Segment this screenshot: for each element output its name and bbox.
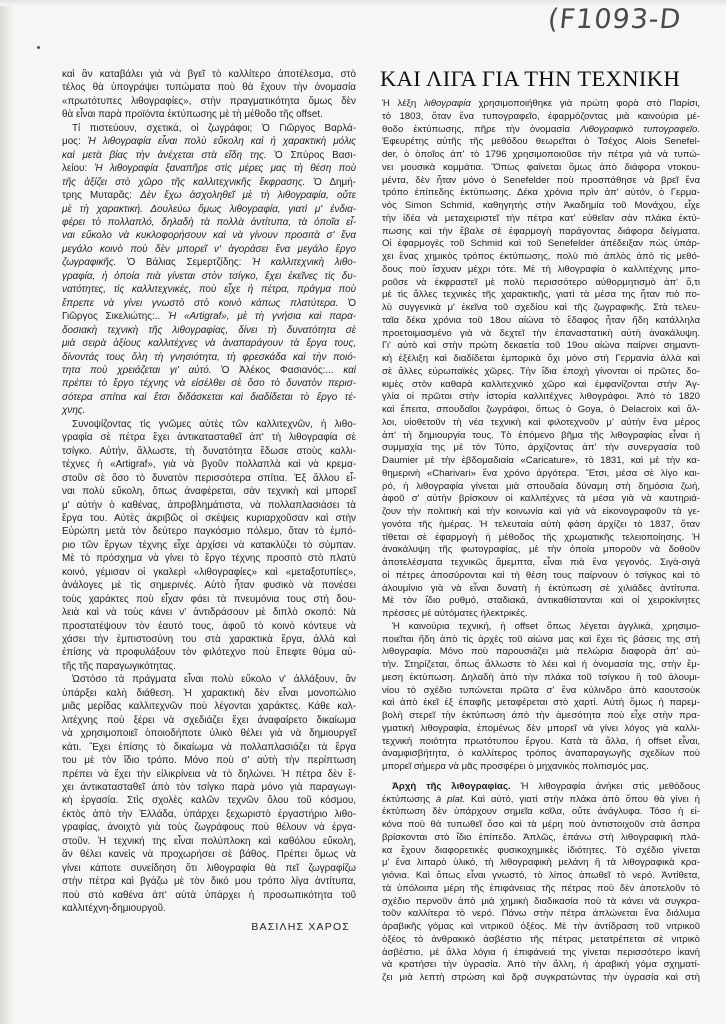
text-line xyxy=(62,431,356,444)
italic-text-run: μεγάλο κοινὸ ποὺ δὲν μπορεῖ ν' ἀγοράσει ἕνα μεγάλο ἔργο xyxy=(62,243,356,255)
text-line xyxy=(62,216,356,229)
paragraph xyxy=(62,68,356,122)
text-run: τὴν ἰδέα νὰ μεταχειριστεῖ τὴν πέτρα κατ' εὐθεῖαν σὰν πλάκα ἐκτύ- xyxy=(382,212,700,224)
text-run: Μὲ τὸ πρόσχημα νὰ γίνει τὸ ἔργο τέχνης προσιτὸ στὸ πλατὺ xyxy=(62,553,356,565)
text-line xyxy=(382,832,700,845)
text-line xyxy=(382,200,700,213)
text-run: χρησιμοποιήθηκε γιὰ πρώτη φορὰ στὸ Παρίσι, xyxy=(470,98,700,109)
text-line xyxy=(382,277,700,290)
text-line xyxy=(62,189,356,202)
text-run: Τί πιστεύουν, σχετικά, οἱ ζωγράφοι; Ὁ Γιῶργος Βαρλά- xyxy=(72,122,356,134)
text-line xyxy=(382,455,700,468)
text-run: τῆς τῆς παραγωγικότητας. xyxy=(62,660,176,672)
text-line xyxy=(382,972,700,985)
text-line xyxy=(62,418,356,431)
text-run: ἂν θέλει κανεὶς νὰ προχωρήσει σὲ βάθος. Πρέπει ὅμως νὰ xyxy=(62,849,356,861)
text-line xyxy=(382,213,700,226)
text-line xyxy=(62,162,356,175)
text-line xyxy=(382,544,700,557)
text-run: κάτι. Ἔχει ἐπίσης τὸ δικαίωμα νὰ πολλαπλασιάζει τὰ ἔργα xyxy=(62,741,356,753)
italic-text-run: Δὲν ἔχω ἀσχοληθεῖ μὲ τὴ λιθογραφία, οὔτε xyxy=(140,190,356,202)
text-line xyxy=(62,525,356,538)
text-line xyxy=(62,203,356,216)
text-run: μ' αὐτὴν ὁ καθένας, ἀπροβλημάτιστα, νὰ πολλαπλασιάσει τὰ xyxy=(62,499,356,511)
italic-text-run: τῆς ἀξίζει στὸ χῶρο τῆς καλλιτεχνικῆς ἔκφρασης. xyxy=(62,176,306,188)
text-line xyxy=(382,736,700,749)
text-run: ἐκτὸς ἀπὸ τὴν Ἑλλάδα, ὑπάρχει ξεχωριστὸ ἐργαστήριο λιθο- xyxy=(62,808,356,820)
text-run: Ὁ Βάλιας Σεμερτζίδης: xyxy=(116,257,253,269)
right-article-column xyxy=(382,98,700,985)
text-run: Οἱ ἐφαρμογὲς τοῦ Schmid καὶ τοῦ Senefelder ἀπέδειξαν πὼς ὑπάρ- xyxy=(382,238,700,250)
text-run: νὸς Simon Schmid, καθηγητὴς στὴν Ἀκαδημία τοῦ Μονάχου, εἶχε xyxy=(382,200,700,211)
text-run: καὶ ἂν καταβάλει γιὰ νὰ βγεῖ τὸ καλλίτερο ἀποτέλεσμα, στὸ xyxy=(62,69,356,80)
text-line xyxy=(62,243,356,256)
text-line xyxy=(62,566,356,579)
text-line xyxy=(382,493,700,506)
text-run: νὰ χρησιμοποιεῖ ὁποιοδήποτε ὑλικὸ θέλει γιὰ νὰ δημιουργεῖ xyxy=(62,728,356,740)
text-line xyxy=(382,806,700,819)
text-run: γραφίας, ἀνοιχτὸ γιὰ τοὺς ζωγράφους ποὺ θέλουν νὰ ἐργα- xyxy=(62,822,356,834)
text-line xyxy=(382,124,700,137)
text-line xyxy=(62,377,356,390)
text-run: ποὺ στὸ καθένα ἀπ' αὐτὰ ὑπάρχει ἡ προσωπικότητα τοῦ xyxy=(62,889,356,901)
text-line xyxy=(382,697,700,710)
text-line xyxy=(62,108,356,121)
text-run: λειὰ καὶ νὰ τοὺς κάνει ν' ἀντιδράσουν μὲ διπλὸ σκοπό: Νὰ xyxy=(62,607,356,619)
text-line xyxy=(382,583,700,596)
text-line xyxy=(382,634,700,647)
italic-text-run: λιθογραφία xyxy=(423,98,471,109)
text-run: τεχνικὴ ποιότητα πρωτότυπου ἔργου. Κατὰ τὰ ἄλλα, ἡ offset εἶναι, xyxy=(382,735,700,747)
text-line xyxy=(62,620,356,633)
text-run: χάσει τὴν ἐμπιστοσύνη του στὰ χαρακτικὰ ἔργα, ἀλλὰ καὶ xyxy=(62,634,356,646)
text-run: στοῦν. Ἡ τεχνική της εἶναι πολύπλοκη καὶ καθόλου εὔκολη, xyxy=(62,835,356,847)
text-line xyxy=(62,95,356,108)
punch-dot xyxy=(37,46,40,49)
text-run: μέντα, δὲν ἦταν μόνο ὁ Senefelder ποὺ προσπάθησε νὰ βρεῖ ἕνα xyxy=(382,174,700,186)
text-line xyxy=(62,714,356,727)
text-run: καλλιτέχνη-δημιουργοῦ. xyxy=(62,903,166,915)
text-run: ταῖα δέκα χρόνια τοῦ 18ου αἰώνα τὸ ἔδαφος ἦταν ἤδη κατάλληλα xyxy=(382,314,700,326)
text-line xyxy=(382,723,700,736)
text-line xyxy=(62,81,356,94)
text-line xyxy=(62,512,356,525)
text-run: θοδο ἐκτύπωσης, πῆρε τὴν ὀνομασία xyxy=(382,123,581,135)
text-line xyxy=(382,672,700,685)
text-line xyxy=(62,673,356,686)
text-line xyxy=(382,162,700,175)
text-line xyxy=(382,870,700,883)
italic-text-run: Ἡ λιθογραφία εἶναι πολὺ εὔκολη καὶ ἡ χαρακτικὴ μόλις xyxy=(87,136,356,148)
text-run: μ' ἕνα λιπαρὸ ὑλικό, τὴ λιθογραφικὴ μελάνη ἢ τὰ λιθογραφικὰ κρα- xyxy=(382,857,700,869)
text-run: ρό, ἡ λιθογραφία γίνεται μιὰ σπουδαία δύναμη στὴ δημόσια ζωή, xyxy=(382,480,700,492)
italic-text-run: καὶ xyxy=(343,364,356,376)
text-run: νὰ κρατήσει τὴν ὑγρασία. Ἀπὸ τὴν ἄλλη, ἡ ἀραβικὴ γόμα σχηματί- xyxy=(382,959,700,971)
text-run: του μὲ τὸν ἴδιο τρόπο. Μόνο ποὺ σ' αὐτὴ τὴν περίπτωση xyxy=(62,755,356,767)
text-run: γονότα τῆς ἡμέρας. Ἡ τελευταία αὐτὴ φάση ἀρχίζει τὸ 1837, ὅταν xyxy=(382,518,700,530)
text-line xyxy=(382,921,700,934)
text-run: νίου τὸ σχέδιο τυπώνεται πρῶτα σ' ἕνα κύλινδρο ἀπὸ καουτσοὺκ xyxy=(382,684,700,696)
text-run: γιόνια. Καὶ ὅπως εἶναι γνωστό, τὸ λίπος ἀπωθεῖ τὸ νερό. Ἀντίθετα, xyxy=(382,870,700,881)
italic-text-run: μιὰ σειρὰ ἀξίους καλλιτέχνες νὰ ἀναπαράγουν τὰ ἔργα τους, xyxy=(62,338,356,350)
text-run: τίθεται σὲ ἐφαρμογὴ ἡ μέθοδος τῆς χρωματικῆς τελειοποίησης. Ἡ xyxy=(382,531,700,543)
text-run: βρίσκονται στὸ ἴδιο ἐπίπεδο. Ἁπλῶς, ἐπάνω στὴ λιθογραφικὴ πλά- xyxy=(382,831,700,843)
text-line xyxy=(62,176,356,189)
text-line xyxy=(382,238,700,251)
text-run: καὶ ἔπειτα, σπουδαῖοι ζωγράφοι, ὅπως ὁ Goya, ὁ Delacroix καὶ ἄλ- xyxy=(382,404,700,415)
text-line xyxy=(62,256,356,269)
text-line xyxy=(382,430,700,443)
text-run: σὲ ἄλλες εὐρωπαϊκὲς χῶρες. Τὴν ἴδια ἐποχὴ γίνονται οἱ πρῶτες δο- xyxy=(382,365,700,377)
text-run: der, ὁ ὁποῖος ἀπ' τὸ 1796 χρησιμοποιοῦσε τὴν πέτρα γιὰ νὰ τυπώ- xyxy=(382,149,700,160)
text-run: στὴν πέτρα καὶ βγάζω μὲ τὸν δικό μου τρόπο λίγα ἀντίτυπα, xyxy=(62,876,356,888)
text-line xyxy=(62,902,356,915)
text-run: Ὁ Ἀλέκος Φασιανός:... xyxy=(211,364,344,376)
text-run: Ἡ λιθογραφία ἀνήκει στὶς μεθόδους xyxy=(510,780,700,792)
text-line xyxy=(62,270,356,283)
text-run: κόνα ποὺ θὰ τυπωθεῖ ὅσο καὶ τὰ μέρη ποὺ ἀντιστοιχοῦν στὰ ἄσπρα xyxy=(382,819,700,830)
text-line xyxy=(382,781,700,794)
text-run: ἀνακάλυψη τῆς φωτογραφίας, μὲ τὴν ὁποία μποροῦν νὰ δοθοῦν xyxy=(382,544,700,556)
text-line xyxy=(382,685,700,698)
paragraph xyxy=(62,122,356,418)
text-line xyxy=(382,302,700,315)
text-line xyxy=(62,458,356,471)
text-line xyxy=(382,315,700,328)
paragraph xyxy=(382,781,700,985)
text-line xyxy=(382,187,700,200)
text-run: ἀφοῦ σ' αὐτὴν βρίσκουν οἱ καλλιτέχνες τὰ μέσα γιὰ νὰ καυτηριά- xyxy=(382,493,700,505)
italic-text-run: φέρει τὸ πολλαπλό, δηλαδὴ τὰ πολλὰ ἀντίτυπα, τὰ ὁποῖα εἶ- xyxy=(62,216,356,228)
text-run: δους ποὺ ἴσχυαν μέχρι τότε. Μὲ τὴ λιθογραφία ὁ καλλιτέχνης μπο- xyxy=(382,263,700,275)
text-line xyxy=(382,532,700,545)
text-line xyxy=(62,875,356,888)
italic-text-run: δίνοντάς τους ὅλη τὴ γνησιότητα, τὴ φρεσκάδα καὶ τὴν ποιό- xyxy=(62,351,356,363)
text-line xyxy=(382,748,700,761)
text-line xyxy=(382,289,700,302)
text-run: ζουν τὴν πολιτικὴ καὶ τὴν κοινωνία καὶ γιὰ νὰ εἰκονογραφοῦν τὰ γε- xyxy=(382,506,700,517)
text-line xyxy=(382,136,700,149)
text-line xyxy=(382,404,700,417)
text-run: κιμὲς στὸν καθαρὰ καλλιτεχνικὸ χῶρο καὶ ἐμφανίζονται στὴν Ἀγ- xyxy=(382,378,700,390)
text-line xyxy=(62,391,356,404)
text-run: ριο τῶν ἔργων τέχνης εἶχε ἀρχίσει νὰ κατακλύζει τὸ σύμπαν. xyxy=(62,539,356,551)
text-line xyxy=(62,687,356,700)
text-run: τρόπο ἐπίπεδης ἐκτύπωσης. Δέκα χρόνια πρὶν ἀπ' αὐτόν, ὁ Γερμα- xyxy=(382,187,700,199)
author-signature: ΒΑΣΙΛΗΣ ΧΑΡΟΣ xyxy=(251,921,350,933)
text-line xyxy=(62,606,356,619)
text-line xyxy=(62,324,356,337)
text-run: ἀπ' τὴ δημιουργία τους. Τὸ ἑπόμενο βῆμα τῆς λιθογραφίας εἶναι ἡ xyxy=(382,429,700,441)
text-run: Συνοψίζοντας τὶς γνῶμες αὐτὲς τῶν καλλιτεχνῶν, ἡ λιθο- xyxy=(72,418,356,430)
text-run: ἀνάλογες μὲ τὶς σημερινές. Αὐτὸ ἦταν φυσικὸ νὰ πονέσει xyxy=(62,580,356,592)
text-run: χει ἀντικατασταθεῖ ἀπὸ τὸν τσίγκο παρὰ μόνο γιὰ παραγωγι- xyxy=(62,782,356,794)
text-run: ναι πολὺ εὔκολη, ὅπως ἀναφέρεται, σὰν τεχνικὴ καὶ μπορεῖ xyxy=(62,486,356,498)
text-run: ζει μιὰ λεπτὴ στρώση καὶ δρᾷ συγκρατώντας τὴν ὑγρασία καὶ στὴ xyxy=(382,972,700,983)
text-run: γραφία σὲ πέτρα ἔχει ἀντικατασταθεῖ ἀπ' τὴ λιθογραφία σὲ xyxy=(62,432,356,444)
text-run: Ὁ Σπύρος Βασι- xyxy=(266,149,356,161)
text-line xyxy=(62,122,356,135)
text-run: πωσης καὶ τὴν ἔβαλε σὲ ἐφαρμογὴ παράγοντας διάφορα δείγματα. xyxy=(382,225,700,237)
section-heading-run: Ἀρχὴ τῆς λιθογραφίας. xyxy=(392,780,511,792)
text-line xyxy=(62,889,356,902)
text-run: τσίγκο. Αὐτήν, ἄλλωστε, τὴ δυνατότητα ἔδωσε στοὺς καλλι- xyxy=(62,445,356,457)
italic-text-run: νατότητες, τὶς καλλιτεχνικές, ποὺ εἶχε ἡ πέτρα, πράγμα ποὺ xyxy=(62,284,356,296)
text-run: τοῦν καλλίτερα τὸ νερό. Πάνω στὴν πέτρα ἁπλώνεται ἕνα διάλυμα xyxy=(382,908,700,920)
text-run: χει ἕνας χημικὸς τρόπος ἐκτύπωσης, πολὺ πιὸ ἁπλὸς ἀπὸ τὶς μεθό- xyxy=(382,251,700,262)
text-line xyxy=(62,364,356,377)
text-run: Εὐρώπη μετὰ τὸν δεύτερο παγκόσμιο πόλεμο, ὅταν τὸ ἐμπό- xyxy=(62,526,356,538)
text-line xyxy=(62,149,356,162)
text-line xyxy=(62,821,356,834)
text-run: Γι' αὐτὸ καὶ στὴν πρώτη δεκαετία τοῦ 19ου αἰώνα παίρνει σημαντι- xyxy=(382,340,700,352)
text-run: τήν. Στηρίζεται, ὅπως ἄλλωστε τὸ λέει καὶ ἡ ὀνομασία της, στὴν ἔμ- xyxy=(382,659,700,670)
text-run: λὺ συγγενικὰ μ' ἐκεῖνα τοῦ σχεδίου καὶ τῆς ζωγραφικῆς. Στὰ τελευ- xyxy=(382,302,700,313)
text-run: Καὶ αὐτό, γιατὶ στὴν πλάκα ἀπὸ ὅπου θὰ γίνει ἡ xyxy=(465,793,700,805)
text-run: ἀσβέστιο, μὲ ἄλλα λόγια ἡ ἐπιφάνειά της γίνεται περισσότερο ἱκανὴ xyxy=(382,946,700,958)
text-line xyxy=(62,297,356,310)
italic-text-run: καὶ μετὰ βίας τὴν ἀνέχεται στὰ εἴδη της. xyxy=(62,149,267,161)
text-line xyxy=(382,481,700,494)
text-line xyxy=(62,808,356,821)
text-run: κὴ ἐξέλιξη καὶ διαδίδεται ἐμπορικὰ ὄχι μόνο στὴ Γερμανία ἀλλὰ καὶ xyxy=(382,353,700,364)
text-line xyxy=(382,379,700,392)
handwritten-archive-mark: (F1093-D xyxy=(546,4,683,35)
text-line xyxy=(62,633,356,646)
text-run: ποιεῖται ἤδη ἀπὸ τὶς ἀρχὲς τοῦ αἰώνα μας καὶ ἔχει τὶς βάσεις της στὴ xyxy=(382,633,700,645)
text-line xyxy=(382,908,700,921)
text-line xyxy=(62,485,356,498)
text-run: κα ἔχουν διαφορετικὲς φυσικοχημικὲς ἰδιότητες. Τὸ σχέδιο γίνεται xyxy=(382,844,700,856)
text-run: Ἡ καινούρια τεχνική, ἡ offset ὅπως λέγεται ἀγγλικά, χρησιμο- xyxy=(392,620,700,632)
italic-text-run: δοσιακὴ τεχνικὴ τῆς λιθογραφίας, δίνει τὴ δυνατότητα σὲ xyxy=(62,324,356,336)
text-run: προετοιμασμένο γιὰ νὰ δεχτεῖ τὴν ἐπαναστατικὴ αὐτὴ ἀνακάλυψη. xyxy=(382,327,700,339)
text-line xyxy=(382,506,700,519)
text-line xyxy=(62,310,356,323)
text-line xyxy=(62,229,356,242)
text-line xyxy=(62,552,356,565)
text-line xyxy=(382,947,700,960)
text-line xyxy=(382,328,700,341)
text-run: θὰ εἶναι παρὰ προϊόντα ἐκτύπωσης μὲ τὴ μέθοδο τῆς offset. xyxy=(62,109,323,121)
text-line xyxy=(382,646,700,659)
text-line xyxy=(62,794,356,807)
text-line xyxy=(62,754,356,767)
text-run: συμμαχία της μὲ τὸν Τύπο, ἀρχίζοντας ἀπ' τὴν συνεργασία τοῦ xyxy=(382,442,700,454)
text-run: μεση ἐκτύπωση. Δηλαδὴ ἀπὸ τὴν πλάκα τοῦ τσίγκου ἢ τοῦ ἀλουμι- xyxy=(382,671,700,683)
text-run: νει μουσικὰ κομμάτια. Ὅπως φαίνεται ὅμως ἀπὸ διάφορα ντοκου- xyxy=(382,161,700,173)
text-run: Μὲ τὸν ἴδιο ρυθμό, σταδιακά, ἀντικαθίστανται καὶ οἱ χειροκίνητες xyxy=(382,595,700,607)
text-line xyxy=(382,896,700,909)
text-line xyxy=(382,417,700,430)
text-line xyxy=(62,848,356,861)
text-line xyxy=(382,608,700,621)
text-run: καὶ ἀπὸ ἐκεῖ ἐξ ἐπαφῆς μεταφέρεται στὸ χαρτί. Αὐτὴ ὅμως ἡ παρεμ- xyxy=(382,697,700,709)
text-run: θημερινὴ «Charivari» ἕνα χρόνο ἀργότερα. Ἔτσι, μέσα σὲ λίγο και- xyxy=(382,467,700,479)
text-line xyxy=(382,659,700,672)
italic-text-run: τητα ποὺ χρειάζεται γι' αὐτό. xyxy=(62,364,212,376)
text-line xyxy=(62,700,356,713)
text-run: οἱ πέτρες ἀποσύρονται καὶ τὴ θέση τους παίρνουν ὁ τσίγκος καὶ τὸ xyxy=(382,569,700,581)
text-line xyxy=(382,264,700,277)
text-run: πρέπει νὰ ἔχει τὴν εἰλικρίνεια νὰ τὸ δηλώνει. Ἡ πέτρα δὲν ἔ- xyxy=(62,768,356,780)
text-line xyxy=(382,98,700,111)
text-line xyxy=(382,761,700,774)
text-line xyxy=(382,857,700,870)
paragraph xyxy=(62,418,356,674)
italic-text-run: Λιθογραφικὸ τυπογραφεῖο. xyxy=(580,123,700,135)
text-run: λιθογραφία. Μόνο ποὺ παρουσιάζει μιὰ πελώρια διαφορὰ ἀπ' αὐ- xyxy=(382,646,700,658)
text-line xyxy=(62,499,356,512)
text-run: ἐκτύπωσης xyxy=(382,793,436,805)
text-run: τρης Μυταρᾶς: xyxy=(62,190,141,202)
text-line xyxy=(62,445,356,458)
text-run: προστατέψουν τὸν ἑαυτό τους, ἀφοῦ τὸ κοινὸ κόντευε νὰ xyxy=(62,620,356,632)
text-run: μιᾶς μερίδας καλλιτεχνῶν ποὺ λέγονται χαράκτες. Κάθε καλ- xyxy=(62,701,356,713)
text-run: τὸ 1803, ὅταν ἕνα τυπογραφεῖο, ἐφαρμόζοντας μιὰ καινούρια μέ- xyxy=(382,110,700,122)
text-line xyxy=(62,781,356,794)
text-line xyxy=(382,934,700,947)
italic-text-run: ναι εὔκολο νὰ κυκλοφορήσουν καὶ νὰ γίνουν προσιτὰ σ' ἕνα xyxy=(62,230,356,242)
italic-text-run: ζωγραφικῆς. xyxy=(62,257,117,269)
text-run: γίνει κάποτε συνείδηση ὅτι λιθογραφία θὰ πεῖ ζωγραφίζω xyxy=(62,862,356,874)
text-run: Ὁ Δημή- xyxy=(305,176,356,188)
text-run: ροῦσε νὰ ἐκφραστεῖ μὲ πολὺ περισσότερο αὐθορμητισμὸ ἀπ' ὅ,τι xyxy=(382,276,700,288)
text-line xyxy=(62,539,356,552)
text-line xyxy=(62,835,356,848)
text-run: ἀναμφισβήτητα, ὁ καλλίτερος τρόπος ἀναπαραγωγῆς σχεδίων ποὺ xyxy=(382,748,700,760)
paragraph xyxy=(382,98,700,621)
text-run: ὑπάρξει καλὴ διάθεση. Ἡ χαρακτικὴ δὲν εἶναι μονοπώλιο xyxy=(62,687,356,699)
text-run: σχέδιο περνοῦν ἀπὸ μιὰ χημικὴ διαδικασία ποὺ τὰ κάνει νὰ συγκρα- xyxy=(382,895,700,907)
italic-text-run: Ἡ λιθογραφία ξαναπῆρε στὶς μέρες μας τὴ θέση ποὺ xyxy=(94,163,356,175)
italic-text-run: Ἡ καλλιτεχνικὴ λιθο- xyxy=(252,257,356,269)
text-line xyxy=(382,468,700,481)
text-line xyxy=(62,593,356,606)
text-run: κοινό, γέμισαν οἱ γκαλερὶ «λιθογραφίες» καὶ «μεταξοτυπίες», xyxy=(62,566,356,578)
text-run: Ἐφευρέτης αὐτῆς τῆς μεθόδου θεωρεῖται ὁ Τσέχος Alois Senefel- xyxy=(382,136,700,148)
text-line xyxy=(382,251,700,264)
text-run: ἔργα του. Αὐτὲς ἀκριβῶς οἱ σκέψεις κυριαρχοῦσαν καὶ στὴν xyxy=(62,512,356,524)
text-run: μπορεῖ σήμερα νὰ μᾶς προσφέρει ὁ μηχανικὸς πολιτισμός μας. xyxy=(382,761,649,772)
text-run: ὀξέος τὸ ἀνθρακικὸ ἀσβέστιο τῆς πέτρας μετατρέπεται σὲ νιτρικὸ xyxy=(382,933,700,945)
italic-text-run: Ἡ «Artigraf», μὲ τὴ γνήσια καὶ παρα- xyxy=(168,311,356,323)
text-line xyxy=(382,149,700,162)
text-run: μὲ τὶς ἄλλες τεχνικὲς τῆς χαρακτικῆς, γιατὶ τὰ μέσα της ἦταν πιὸ πο- xyxy=(382,289,700,301)
left-article-column xyxy=(62,68,356,916)
italic-text-run: σότερα σπίτια καὶ ἔτσι διδάσκεται καὶ διαδίδεται τὸ ἔργο τέ- xyxy=(62,391,356,403)
text-line xyxy=(62,660,356,673)
text-line xyxy=(382,883,700,896)
text-line xyxy=(382,557,700,570)
text-run: τέχνες ἡ «Artigraf», γιὰ νὰ βγοῦν πολλαπλὰ καὶ νὰ κρεμα- xyxy=(62,459,356,471)
text-run: ἀποτελέσματα τεχνικῶς ἄμεμπτα, εἶναι πιὰ ἕνα γεγονός. Σιγὰ-σιγὰ xyxy=(382,557,700,568)
text-run: λοι, υἱοθετοῦν τὴ νέα τεχνικὴ καὶ φιλοτεχνοῦν μ' αὐτὴν ἕνα μέρος xyxy=(382,416,700,428)
text-line xyxy=(62,135,356,148)
text-run: Daumier μὲ τὴν ἑβδομαδιαία «Caricature», τὸ 1831, καὶ μὲ τὴν κα- xyxy=(382,455,700,466)
paragraph xyxy=(62,673,356,915)
text-run: ἐπίσης νὰ προφυλάξουν τὸν φιλότεχνο ποὺ ἔπεφτε θύμα αὐ- xyxy=(62,647,356,659)
text-line xyxy=(382,621,700,634)
text-line xyxy=(62,404,356,417)
text-line xyxy=(382,111,700,124)
text-run: λείου: xyxy=(62,163,95,175)
text-line xyxy=(382,175,700,188)
italic-text-run: à plat. xyxy=(435,793,466,805)
text-line xyxy=(382,226,700,239)
text-line xyxy=(382,570,700,583)
text-line xyxy=(62,727,356,740)
text-run: γλία οἱ πρῶτοι στὴν ἱστορία καλλιτέχνες λιθογράφοι. Ἀπὸ τὸ 1820 xyxy=(382,391,700,403)
text-run: γματικὴ λιθογραφία, ἑπομένως δὲν μπορεῖ νὰ γίνει λόγος γιὰ καλλι- xyxy=(382,722,700,734)
scan-shadow-edge xyxy=(0,0,14,1024)
text-line xyxy=(62,337,356,350)
text-run: στοῦν σὲ ὅσο τὸ δυνατὸν περισσότερα σπίτια. Ἐξ ἄλλου εἶ- xyxy=(62,472,356,484)
text-run: Ἡ λέξη xyxy=(382,98,424,109)
text-line xyxy=(382,959,700,972)
text-run: λιτέχνης ποὺ ξέρει νὰ σχεδιάζει ἔχει ἀναφαίρετο δικαίωμα xyxy=(62,714,356,726)
text-line xyxy=(382,353,700,366)
text-run: «πρωτότυπες λιθογραφίες», στὴν πραγματικότητα ὅμως δὲν xyxy=(62,95,356,107)
italic-text-run: χνης. xyxy=(62,405,86,417)
text-run: τέλος θὰ ὑπογράψει τυπώματα ποὺ θὰ ἔχουν τὴν ὀνομασία xyxy=(62,82,356,94)
text-line xyxy=(62,741,356,754)
text-run: Ὡστόσο τὰ πράγματα εἶναι πολὺ εὔκολο ν' ἀλλάξουν, ἂν xyxy=(72,674,356,686)
italic-text-run: γραφία, ἡ ὁποία πιὰ γίνεται στὸν τσίγκο, ἔχει ἐκεῖνες τὶς δυ- xyxy=(62,270,356,282)
text-run: μος: xyxy=(62,136,88,148)
text-run: Ὁ xyxy=(338,297,356,309)
italic-text-run: μὲ τὴ χαρακτική. Δουλεύω ὅμως λιθογραφία, γιατὶ μ' ἐνδια- xyxy=(62,203,356,215)
text-run: τοὺς χαράκτες ποὺ εἶχαν φάει τὰ πνευμόνια τους στὴ δου- xyxy=(62,593,356,605)
paragraph xyxy=(382,621,700,774)
text-run: πρέσσες μὲ αὐτόματες ἠλεκτρικές. xyxy=(382,608,528,619)
text-line xyxy=(62,472,356,485)
text-line xyxy=(62,646,356,659)
text-line xyxy=(62,862,356,875)
text-run: κὴ ἐργασία. Στὶς σχολὲς καλῶν τεχνῶν ὅλου τοῦ κόσμου, xyxy=(62,795,356,807)
text-line xyxy=(62,68,356,81)
text-line xyxy=(382,340,700,353)
text-run: Γιῶργος Σικελιώτης:.. xyxy=(62,311,169,323)
text-line xyxy=(382,794,700,807)
text-line xyxy=(382,710,700,723)
text-line xyxy=(62,768,356,781)
text-line xyxy=(62,579,356,592)
text-run: ἀλουμίνιο γιὰ νὰ εἶναι δυνατὴ ἡ ἐκτύπωση σὲ χιλιάδες ἀντίτυπα. xyxy=(382,582,700,594)
text-run: ἀραβικῆς γόμας καὶ νιτρικοῦ ὀξέος. Μὲ τὴν ἀντίδραση τοῦ νιτρικοῦ xyxy=(382,921,700,932)
text-line xyxy=(382,845,700,858)
text-line xyxy=(62,283,356,296)
italic-text-run: ἔπρεπε νὰ γίνει γνωστὸ στὸ κοινὸ κάπως πλατύτερα. xyxy=(62,297,339,309)
text-line xyxy=(382,366,700,379)
text-line xyxy=(382,391,700,404)
text-line xyxy=(62,351,356,364)
italic-text-run: πρέπει τὸ ἔργο τέχνης νὰ εἰσέλθει σὲ ὅσο τὸ δυνατὸν περισ- xyxy=(62,378,356,390)
text-run: τὰ ὑπόλοιπα μέρη τῆς ἐπιφάνειας τῆς πέτρας ποὺ δὲν ἀποτελοῦν τὸ xyxy=(382,882,700,894)
text-run: βολὴ στερεῖ τὴν ἐκτύπωση ἀπὸ τὴν ἀμεσότητα ποὺ εἶχε στὴν πρα- xyxy=(382,710,700,721)
text-line xyxy=(382,595,700,608)
article-title: ΚΑΙ ΛΙΓΑ ΓΙΑ ΤΗΝ ΤΕΧΝΙΚΗ xyxy=(380,66,681,91)
text-run: ἐκτύπωση δὲν ὑπάρχουν σημεῖα κοῖλα, οὔτε ἀνάγλυφα. Τόσο ἡ εἰ- xyxy=(382,806,700,818)
text-line xyxy=(382,819,700,832)
text-line xyxy=(382,442,700,455)
text-line xyxy=(382,519,700,532)
